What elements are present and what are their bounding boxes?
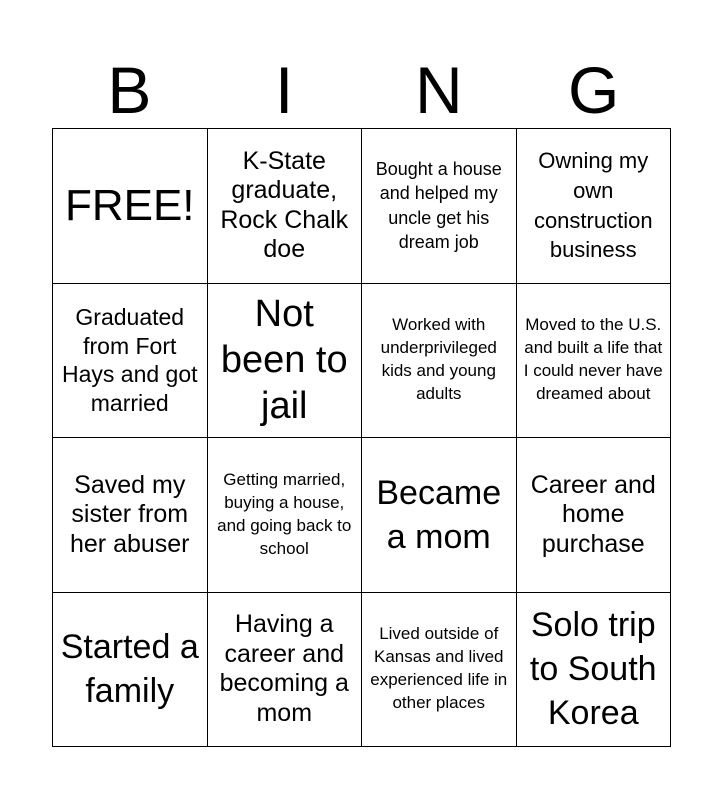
cell-text: Solo trip to South Korea <box>529 605 657 733</box>
bingo-cell[interactable] <box>53 284 208 439</box>
bingo-cell[interactable] <box>208 284 363 439</box>
bingo-cell[interactable] <box>517 284 672 439</box>
cell-text: Saved my sister from her abuser <box>69 470 190 558</box>
cell-text: Career and home purchase <box>530 470 656 558</box>
bingo-cell[interactable] <box>362 129 517 284</box>
bingo-cell[interactable] <box>362 284 517 439</box>
cell-text: Moved to the U.S. and built a life that I could never have dreamed about <box>523 315 663 404</box>
bingo-cell[interactable] <box>517 593 672 748</box>
cell-text: Owning my own construction business <box>533 148 653 263</box>
cell-text: Lived outside of Kansas and lived experienced life in other places <box>370 624 508 713</box>
bingo-header <box>52 52 671 128</box>
cell-text: Graduated from Fort Hays and got married <box>61 303 198 416</box>
bingo-cell[interactable] <box>208 593 363 748</box>
bingo-cell[interactable] <box>517 438 672 593</box>
bingo-cell[interactable] <box>53 438 208 593</box>
bingo-cell[interactable] <box>208 438 363 593</box>
cell-text: Getting married, buying a house, and going back to school <box>217 469 352 558</box>
cell-text: Not been to jail <box>220 292 348 428</box>
bingo-cell[interactable] <box>53 593 208 748</box>
cell-text: Bought a house and helped my uncle get his dream job <box>375 159 502 253</box>
cell-text: K-State graduate, Rock Chalk doe <box>220 146 349 264</box>
cell-text: FREE! <box>64 180 195 230</box>
cell-text: Worked with underprivileged kids and young adults <box>380 315 497 404</box>
header-letter-g: G <box>567 53 620 127</box>
bingo-cell[interactable] <box>517 129 672 284</box>
cell-text: Having a career and becoming a mom <box>219 610 349 727</box>
bingo-cell[interactable] <box>362 438 517 593</box>
header-letter-i: I <box>274 53 294 127</box>
header-letter-b: B <box>107 53 152 127</box>
header-letter-n: N <box>415 53 463 127</box>
bingo-grid <box>52 128 671 747</box>
bingo-cell-free[interactable] <box>53 129 208 284</box>
bingo-cell[interactable] <box>362 593 517 748</box>
cell-text: Started a family <box>60 628 199 711</box>
cell-text: Became a mom <box>376 473 502 556</box>
bingo-cell[interactable] <box>208 129 363 284</box>
